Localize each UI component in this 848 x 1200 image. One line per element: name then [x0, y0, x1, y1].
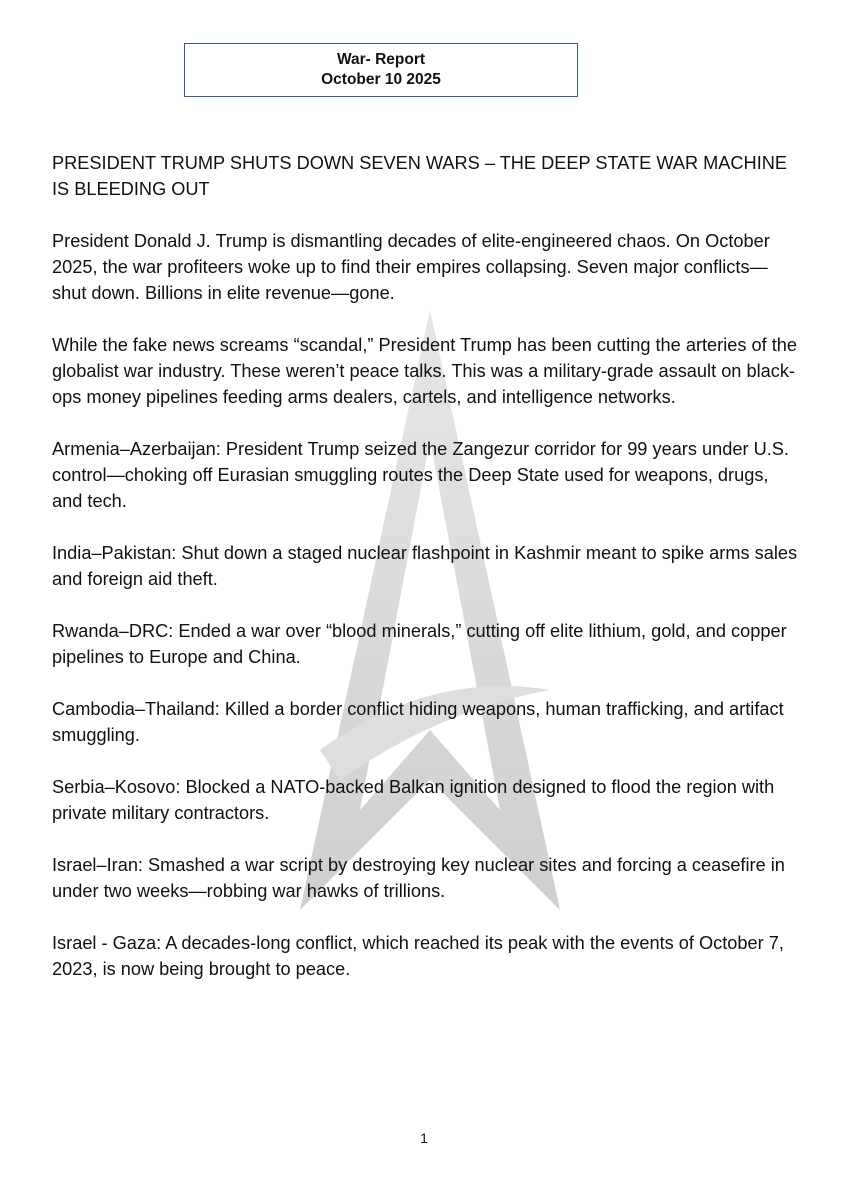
report-date: October 10 2025 [321, 71, 441, 88]
report-title: War- Report [336, 51, 426, 68]
item-rwanda-drc: Rwanda–DRC: Ended a war over “blood minerals,” cutting off elite lithium, gold, and copper pipelines to Europe and China. [52, 621, 787, 667]
headline: PRESIDENT TRUMP SHUTS DOWN SEVEN WARS – THE DEEP STATE WAR MACHINE IS BLEEDING OUT [52, 153, 788, 199]
intro-paragraph: President Donald J. Trump is dismantling decades of elite-engineered chaos. On October 2025, the war profiteers woke up to find their empires collapsing. Seven major conflicts—shut down. Billions in elite revenue—gone. [52, 231, 770, 303]
page-number: 1 [420, 1130, 428, 1146]
item-cambodia-thailand: Cambodia–Thailand: Killed a border conflict hiding weapons, human trafficking, and artifact smuggling. [52, 699, 784, 745]
report-title-box [184, 43, 578, 97]
context-paragraph: While the fake news screams “scandal,” President Trump has been cutting the arteries of the globalist war industry. These weren’t peace talks. This was a military-grade assault on black-ops money pipelines feeding arms dealers, cartels, and intelligence networks. [52, 335, 798, 407]
item-india-pakistan: India–Pakistan: Shut down a staged nuclear flashpoint in Kashmir meant to spike arms sales and foreign aid theft. [52, 543, 798, 589]
item-armenia-azerbaijan: Armenia–Azerbaijan: President Trump seized the Zangezur corridor for 99 years under U.S. control—choking off Eurasian smuggling routes the Deep State used for weapons, drugs, and tech. [52, 439, 789, 511]
item-serbia-kosovo: Serbia–Kosovo: Blocked a NATO-backed Balkan ignition designed to flood the region with private military contractors. [52, 777, 775, 823]
item-israel-iran: Israel–Iran: Smashed a war script by destroying key nuclear sites and forcing a ceasefire in under two weeks—robbing war hawks of trillions. [52, 855, 785, 901]
item-israel-gaza: Israel - Gaza: A decades-long conflict, which reached its peak with the events of October 7, 2023, is now being brought to peace. [52, 933, 784, 979]
report-body [52, 150, 802, 1008]
